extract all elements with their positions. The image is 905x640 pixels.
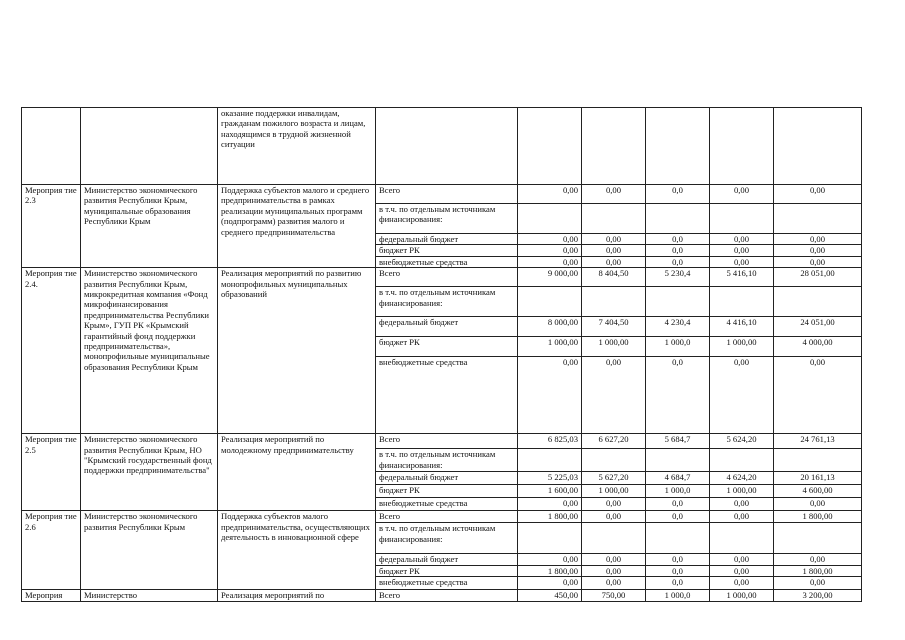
- year-value-cell: 0,0: [646, 498, 710, 511]
- total-value-cell: 3 200,00: [774, 590, 862, 602]
- empty-cell: [518, 108, 582, 185]
- total-value-cell: 0,00: [774, 554, 862, 565]
- total-value-cell: 0,00: [774, 234, 862, 245]
- total-value-cell: 24 761,13: [774, 434, 862, 449]
- year-value-cell: 0,0: [646, 357, 710, 434]
- year-value-cell: [646, 204, 710, 234]
- total-value-cell: 0,00: [774, 357, 862, 434]
- year-value-cell: [518, 204, 582, 234]
- year-value-cell: [710, 204, 774, 234]
- year-value-cell: 0,0: [646, 234, 710, 245]
- year-value-cell: 5 225,03: [518, 472, 582, 485]
- total-value-cell: [774, 204, 862, 234]
- year-value-cell: [646, 523, 710, 554]
- year-value-cell: 0,00: [582, 554, 646, 565]
- year-value-cell: 0,00: [710, 565, 774, 576]
- total-value-cell: [774, 287, 862, 317]
- source-label-cell: внебюджетные средства: [376, 357, 518, 434]
- source-label-cell: федеральный бюджет: [376, 317, 518, 337]
- table-row: [22, 511, 862, 523]
- total-value-cell: [774, 449, 862, 472]
- activity-id-cell: Мероприя тие 2.5: [22, 434, 81, 511]
- year-value-cell: 0,00: [582, 565, 646, 576]
- executor-cell: [81, 108, 218, 185]
- year-value-cell: 4 230,4: [646, 317, 710, 337]
- id-cell: [22, 108, 81, 185]
- year-value-cell: 0,00: [710, 185, 774, 204]
- year-value-cell: [710, 449, 774, 472]
- source-label-cell: внебюджетные средства: [376, 498, 518, 511]
- year-value-cell: 0,00: [518, 185, 582, 204]
- year-value-cell: 8 404,50: [582, 268, 646, 287]
- source-label-cell: бюджет РК: [376, 485, 518, 498]
- total-value-cell: 0,00: [774, 498, 862, 511]
- year-value-cell: 0,00: [518, 577, 582, 590]
- total-value-cell: 1 800,00: [774, 565, 862, 576]
- year-value-cell: 1 000,00: [710, 590, 774, 602]
- year-value-cell: 1 000,00: [582, 337, 646, 357]
- year-value-cell: 1 600,00: [518, 485, 582, 498]
- year-value-cell: 0,00: [710, 498, 774, 511]
- table-row: [22, 268, 862, 287]
- year-value-cell: [582, 523, 646, 554]
- empty-cell: [710, 108, 774, 185]
- year-value-cell: [582, 287, 646, 317]
- year-value-cell: 0,0: [646, 577, 710, 590]
- activity-id-cell: Мероприя тие 2.3: [22, 185, 81, 268]
- year-value-cell: [710, 523, 774, 554]
- year-value-cell: 0,00: [710, 256, 774, 267]
- total-value-cell: 28 051,00: [774, 268, 862, 287]
- year-value-cell: 5 627,20: [582, 472, 646, 485]
- source-label-cell: Всего: [376, 590, 518, 602]
- year-value-cell: 1 000,0: [646, 337, 710, 357]
- program-cell: Поддержка субъектов малого предпринимательства, осуществляющих деятельность в инновационной сфере: [218, 511, 376, 590]
- year-value-cell: 0,0: [646, 185, 710, 204]
- year-value-cell: 0,00: [710, 245, 774, 256]
- source-label-cell: внебюджетные средства: [376, 577, 518, 590]
- activity-id-cell: Мероприя тие 2.6: [22, 511, 81, 590]
- year-value-cell: 0,00: [582, 577, 646, 590]
- table-row: [22, 590, 862, 602]
- year-value-cell: 1 000,00: [710, 337, 774, 357]
- source-label-cell: Всего: [376, 511, 518, 523]
- year-value-cell: 0,00: [710, 234, 774, 245]
- total-value-cell: [774, 523, 862, 554]
- year-value-cell: 0,00: [582, 511, 646, 523]
- year-value-cell: 9 000,00: [518, 268, 582, 287]
- year-value-cell: 0,00: [710, 357, 774, 434]
- year-value-cell: 0,0: [646, 245, 710, 256]
- year-value-cell: 0,0: [646, 511, 710, 523]
- year-value-cell: 750,00: [582, 590, 646, 602]
- executor-cell: Министерство экономического развития Республики Крым, НО "Крымский государственный фонд поддержки предпринимательства": [81, 434, 218, 511]
- year-value-cell: [518, 287, 582, 317]
- total-value-cell: 4 600,00: [774, 485, 862, 498]
- executor-cell: Министерство экономического развития Республики Крым, муниципальные образования Республики Крым: [81, 185, 218, 268]
- year-value-cell: [582, 204, 646, 234]
- year-value-cell: [518, 449, 582, 472]
- source-label-cell: федеральный бюджет: [376, 472, 518, 485]
- year-value-cell: [582, 449, 646, 472]
- source-label-cell: федеральный бюджет: [376, 234, 518, 245]
- year-value-cell: 0,00: [710, 511, 774, 523]
- financing-table: [21, 107, 862, 602]
- table-row: [22, 185, 862, 204]
- year-value-cell: 0,00: [710, 577, 774, 590]
- total-value-cell: 0,00: [774, 577, 862, 590]
- year-value-cell: 1 000,00: [582, 485, 646, 498]
- year-value-cell: 7 404,50: [582, 317, 646, 337]
- activity-id-cell: Мероприя тие 2.4.: [22, 268, 81, 434]
- total-value-cell: 20 161,13: [774, 472, 862, 485]
- year-value-cell: 1 000,00: [710, 485, 774, 498]
- year-value-cell: 6 627,20: [582, 434, 646, 449]
- source-label-cell: внебюджетные средства: [376, 256, 518, 267]
- activity-id-cell: Мероприя: [22, 590, 81, 602]
- year-value-cell: 450,00: [518, 590, 582, 602]
- year-value-cell: 1 800,00: [518, 565, 582, 576]
- source-label-cell: бюджет РК: [376, 337, 518, 357]
- total-value-cell: 24 051,00: [774, 317, 862, 337]
- year-value-cell: 5 416,10: [710, 268, 774, 287]
- empty-cell: [582, 108, 646, 185]
- program-cell: оказание поддержки инвалидам, гражданам пожилого возраста и лицам, находящимся в трудной жизненной ситуации: [218, 108, 376, 185]
- year-value-cell: 1 000,0: [646, 485, 710, 498]
- source-label-cell: Всего: [376, 268, 518, 287]
- year-value-cell: 0,00: [518, 554, 582, 565]
- total-value-cell: 0,00: [774, 256, 862, 267]
- year-value-cell: 0,00: [518, 234, 582, 245]
- year-value-cell: [518, 523, 582, 554]
- year-value-cell: 4 624,20: [710, 472, 774, 485]
- year-value-cell: 8 000,00: [518, 317, 582, 337]
- empty-cell: [774, 108, 862, 185]
- year-value-cell: 0,0: [646, 256, 710, 267]
- year-value-cell: 6 825,03: [518, 434, 582, 449]
- year-value-cell: 0,00: [582, 357, 646, 434]
- year-value-cell: 0,0: [646, 554, 710, 565]
- source-label-cell: в т.ч. по отдельным источникам финансирования:: [376, 204, 518, 234]
- year-value-cell: 0,00: [582, 245, 646, 256]
- year-value-cell: 4 684,7: [646, 472, 710, 485]
- year-value-cell: [710, 287, 774, 317]
- program-cell: Реализация мероприятий по: [218, 590, 376, 602]
- program-cell: Реализация мероприятий по развитию монопрофильных муниципальных образований: [218, 268, 376, 434]
- year-value-cell: 1 800,00: [518, 511, 582, 523]
- year-value-cell: [646, 287, 710, 317]
- executor-cell: Министерство экономического развития Республики Крым: [81, 511, 218, 590]
- total-value-cell: 4 000,00: [774, 337, 862, 357]
- total-value-cell: 0,00: [774, 245, 862, 256]
- source-label-cell: Всего: [376, 185, 518, 204]
- source-label-cell: в т.ч. по отдельным источникам финансирования:: [376, 287, 518, 317]
- year-value-cell: 0,00: [518, 245, 582, 256]
- empty-cell: [646, 108, 710, 185]
- year-value-cell: 0,00: [582, 498, 646, 511]
- year-value-cell: 5 230,4: [646, 268, 710, 287]
- program-cell: Реализация мероприятий по молодежному предпринимательству: [218, 434, 376, 511]
- empty-cell: [376, 108, 518, 185]
- year-value-cell: 1 000,0: [646, 590, 710, 602]
- source-label-cell: в т.ч. по отдельным источникам финансирования:: [376, 449, 518, 472]
- year-value-cell: 5 684,7: [646, 434, 710, 449]
- year-value-cell: 0,0: [646, 565, 710, 576]
- total-value-cell: 1 800,00: [774, 511, 862, 523]
- year-value-cell: 0,00: [582, 234, 646, 245]
- source-label-cell: бюджет РК: [376, 565, 518, 576]
- year-value-cell: 0,00: [518, 256, 582, 267]
- table-row: [22, 434, 862, 449]
- year-value-cell: [646, 449, 710, 472]
- source-label-cell: бюджет РК: [376, 245, 518, 256]
- year-value-cell: 0,00: [518, 357, 582, 434]
- year-value-cell: 0,00: [582, 256, 646, 267]
- source-label-cell: в т.ч. по отдельным источникам финансирования:: [376, 523, 518, 554]
- year-value-cell: 0,00: [582, 185, 646, 204]
- year-value-cell: 1 000,00: [518, 337, 582, 357]
- year-value-cell: 0,00: [518, 498, 582, 511]
- year-value-cell: 5 624,20: [710, 434, 774, 449]
- executor-cell: Министерство: [81, 590, 218, 602]
- executor-cell: Министерство экономического развития Республики Крым, микрокредитная компания «Фонд микрофинансирования предпринимательства Республики Крым», ГУП РК «Крымский гарантийный фонд поддержки предпринимательства», монопрофильные муниципальные образования Республики Крым: [81, 268, 218, 434]
- program-cell: Поддержка субъектов малого и среднего предпринимательства в рамках реализации муниципальных программ (подпрограмм) развития малого и среднего предпринимательства: [218, 185, 376, 268]
- continuation-row: [22, 108, 862, 185]
- year-value-cell: 4 416,10: [710, 317, 774, 337]
- source-label-cell: федеральный бюджет: [376, 554, 518, 565]
- source-label-cell: Всего: [376, 434, 518, 449]
- total-value-cell: 0,00: [774, 185, 862, 204]
- year-value-cell: 0,00: [710, 554, 774, 565]
